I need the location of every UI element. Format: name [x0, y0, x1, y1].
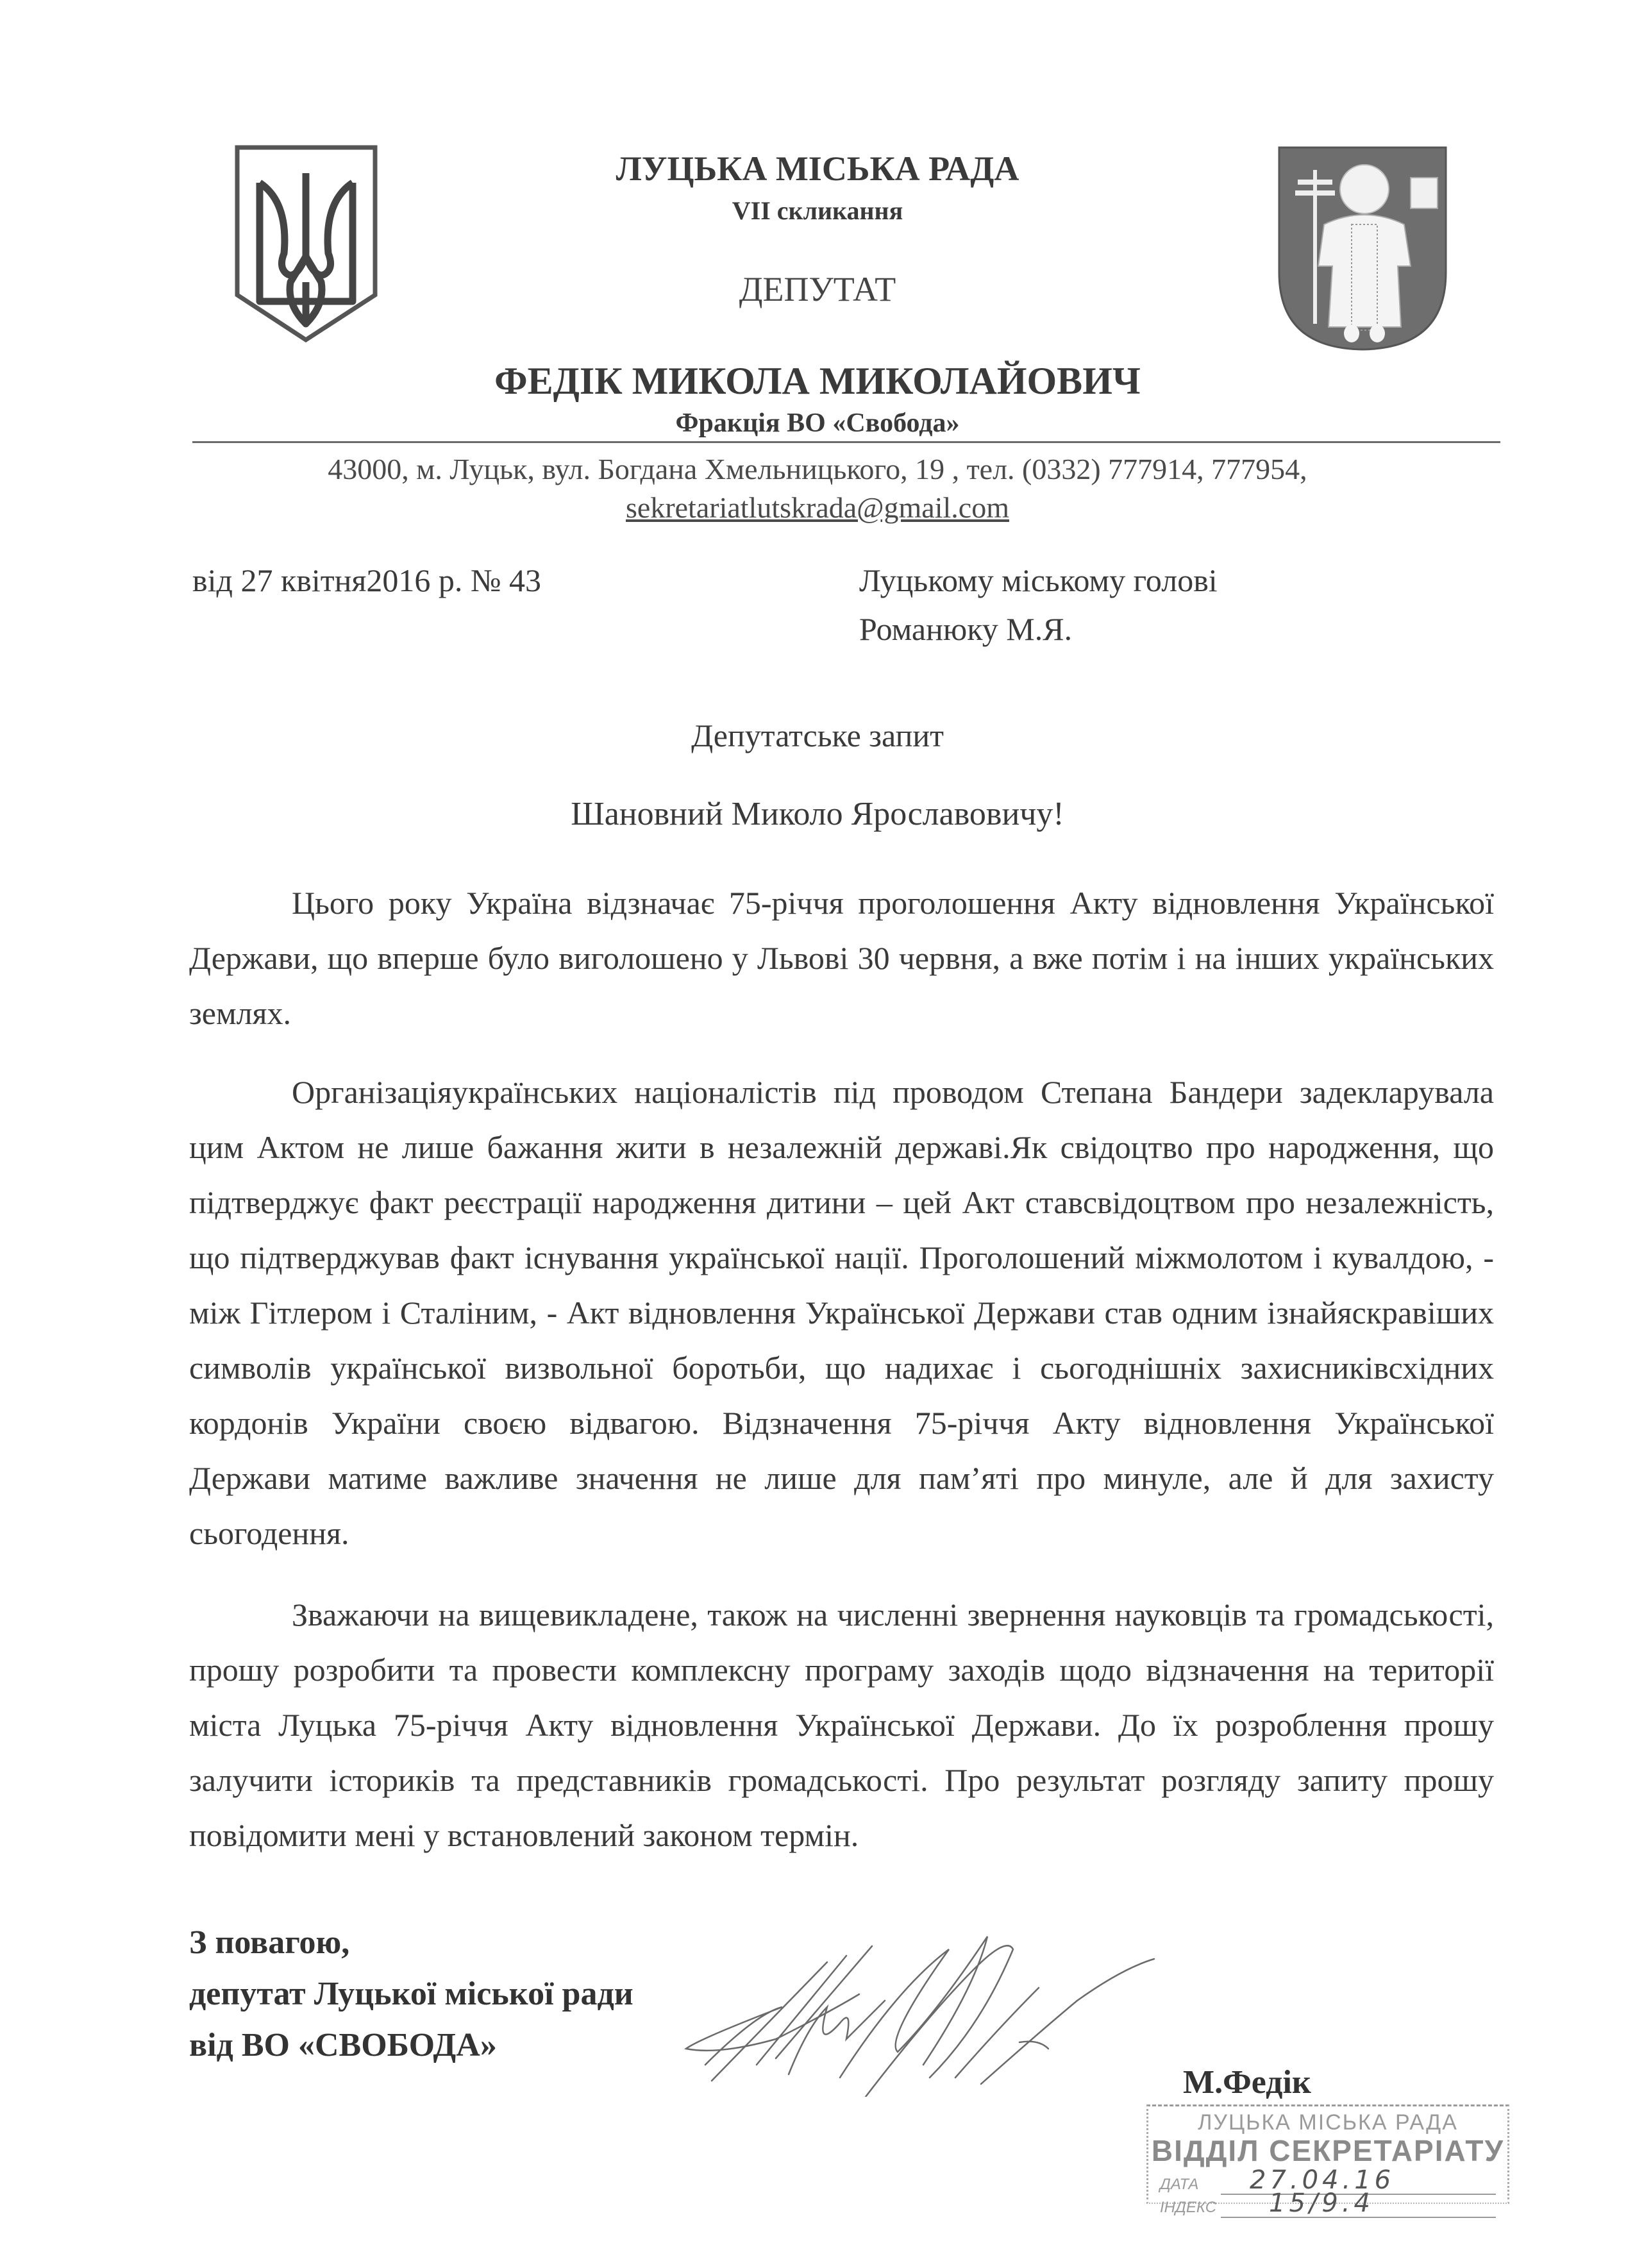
signature-block — [189, 1917, 633, 2071]
stamp-department: ВІДДІЛ СЕКРЕТАРІАТУ — [1151, 2134, 1505, 2167]
council-name: ЛУЦЬКА МІСЬКА РАДА — [616, 149, 1019, 188]
body-paragraph: Цього року Україна відзначає 75-річчя проголошення Акту відновлення Української Держави, що вперше було виголошено у Львові 30 червня, а вже потім і на інших українських землях. — [189, 885, 1494, 1031]
stamp-date-value: 27.04.16 — [1250, 2165, 1395, 2195]
stamp-index-row — [1160, 2188, 1496, 2218]
closing: З повагою, — [189, 1924, 350, 1961]
document-title: Депутатське запит — [691, 718, 944, 753]
contact-address: 43000, м. Луцьк, вул. Богдана Хмельницького, 19 , тел. (0332) 777914, 777954, — [328, 453, 1307, 485]
signer-role: депутат Луцької міської ради — [189, 1976, 633, 2012]
convocation: VII скликання — [732, 196, 903, 225]
signer-name: М.Федік — [1183, 2064, 1311, 2101]
body-paragraph: Зважаючи на вищевикладене, також на численні звернення науковців та громадськості, прошу розробити та провести комплексну програму заходів щодо відзначення на території міста Луцька 75-річчя Акту відновлення Української Держави. До їх розроблення прошу залучити істориків та представників громадськості. Про результат розгляду запиту прошу повідомити мені у встановлений законом термін. — [189, 1597, 1494, 1853]
registration-stamp — [1146, 2104, 1509, 2218]
letterhead-divider — [192, 441, 1500, 443]
addressee-title: Луцькому міському голові — [859, 562, 1218, 598]
signer-party: від ВО «СВОБОДА» — [189, 2027, 497, 2063]
date-and-number: від 27 квітня2016 р. № 43 — [192, 562, 542, 598]
handwritten-signature-icon — [680, 1885, 1167, 2097]
body-paragraph: Організаціяукраїнських націоналістів під проводом Степана Бандери задекларувала цим Актом не лише бажання жити в незалежній державі.Як свідоцтво про народження, що підтверджує факт реєстрації народження дитини – цей Акт ставсвідоцтвом про незалежність, що підтверджував факт існування української нації. Проголошений міжмолотом і кувалдою, - між Гітлером і Сталіним, - Акт відновлення Української Держави став одним ізнайяскравіших символів української визвольної боротьби, що надихає і сьогоднішніх захисниківсхідних кордонів України своєю відвагою. Відзначення 75-річчя Акту відновлення Української Держави матиме важливе значення не лише для пам’яті про минуле, але й для захисту сьогодення. — [189, 1074, 1494, 1551]
position-title: ДЕПУТАТ — [739, 270, 896, 308]
greeting: Шановний Миколо Ярославовичу! — [571, 796, 1064, 832]
stamp-index-label: ІНДЕКС — [1160, 2199, 1217, 2216]
stamp-date-label: ДАТА — [1160, 2176, 1199, 2193]
stamp-index-value: 15/9.4 — [1269, 2188, 1374, 2218]
deputy-name: ФЕДІК МИКОЛА МИКОЛАЙОВИЧ — [494, 360, 1141, 402]
addressee-name: Романюку М.Я. — [859, 611, 1073, 647]
faction: Фракція ВО «Свобода» — [675, 408, 960, 438]
stamp-organization: ЛУЦЬКА МІСЬКА РАДА — [1198, 2110, 1458, 2135]
contact-email-link[interactable]: sekretariatlutskrada@gmail.com — [626, 491, 1009, 524]
